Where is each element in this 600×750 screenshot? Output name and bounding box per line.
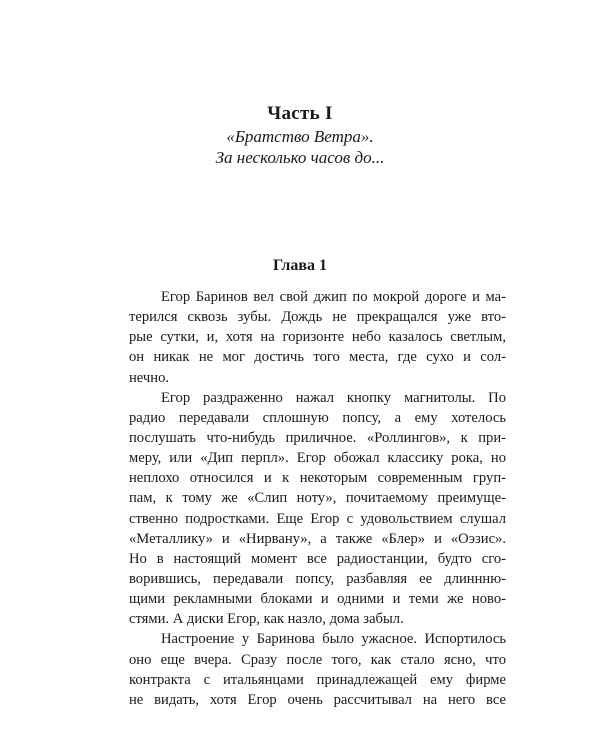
chapter-body [129, 287, 506, 710]
text-line: неплохо относился и к некоторым современным груп- [129, 470, 506, 487]
part-subtitle-line-1: «Братство Ветра». [226, 127, 374, 146]
chapter-title: Глава 1 [273, 257, 327, 274]
text-line: «Металлику» и «Нирвану», а также «Блер» и «Оэзис». [129, 530, 506, 547]
text-line: рые сутки, и, хотя на горизонте небо казалось светлым, [129, 329, 506, 346]
text-line: ворившись, передавали попсу, разбавляя ее длиннню- [129, 570, 506, 587]
text-line: меру, или «Дип перпл». Егор обожал классику рока, но [129, 450, 506, 467]
text-line: щими рекламными блоками и одними и теми же ново- [129, 591, 506, 608]
text-line: нечно. [129, 369, 170, 386]
text-line: терился сквозь зубы. Дождь не прекращался уже вто- [129, 309, 506, 326]
text-line: Егор раздраженно нажал кнопку магнитолы. По [161, 389, 506, 406]
text-line: стями. А диски Егор, как назло, дома забыл. [129, 611, 404, 628]
text-line: он никак не мог достичь того места, где сухо и сол- [129, 349, 506, 366]
text-line: послушать что-нибудь приличное. «Роллингов», к при- [129, 429, 506, 446]
part-header [0, 102, 600, 168]
text-line: ственно подростками. Еще Егор с удовольствием слушал [129, 510, 506, 527]
text-line: не видать, хотя Егор очень рассчитывал на него все [129, 691, 506, 708]
text-line: Настроение у Баринова было ужасное. Испортилось [161, 631, 506, 648]
text-line: пам, к тому же «Слип ноту», почитаемому преимуще- [129, 490, 506, 507]
text-line: контракта с итальянцами принадлежащей ему фирме [129, 671, 506, 688]
part-subtitle-line-2: За несколько часов до... [215, 148, 385, 167]
text-line: оно еще вчера. Сразу после того, как стало ясно, что [129, 651, 506, 668]
text-line: Егор Баринов вел свой джип по мокрой дороге и ма- [161, 289, 506, 305]
text-line: Но в настоящий момент все радиостанции, будто сго- [129, 550, 506, 567]
text-line: радио передавали сплошную попсу, а ему хотелось [129, 409, 506, 426]
part-title: Часть I [267, 103, 333, 124]
